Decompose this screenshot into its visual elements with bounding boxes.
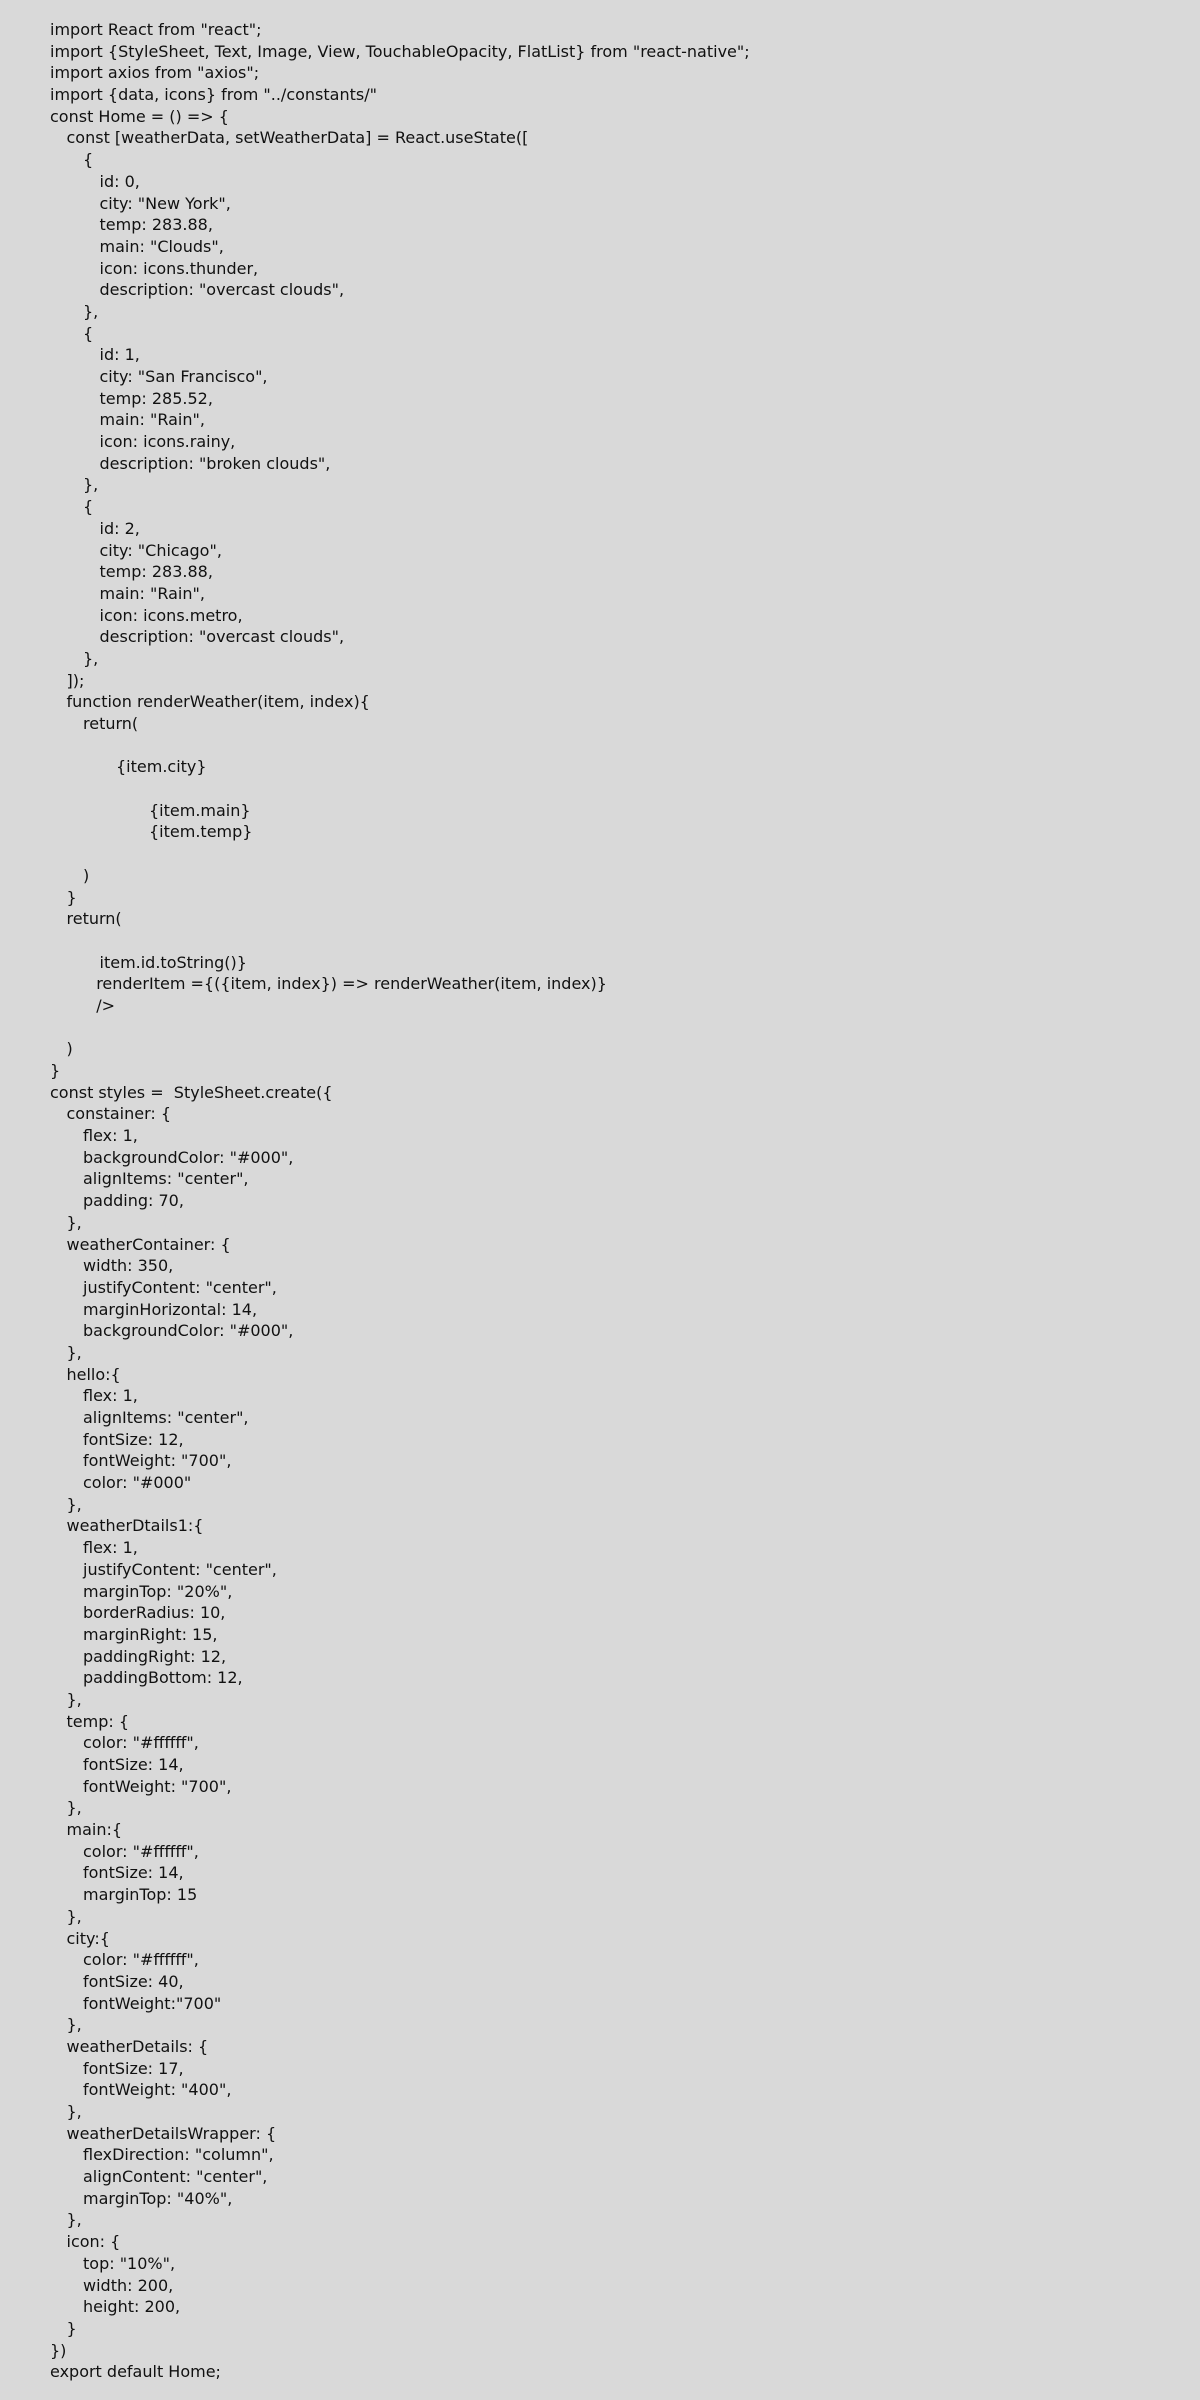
code-line: const [weatherData, setWeatherData] = React.useState([ <box>66 128 529 148</box>
code-line: icon: icons.thunder, <box>99 258 259 278</box>
code-line: }, <box>66 1689 82 1709</box>
code-line: marginTop: 15 <box>83 1885 198 1905</box>
code-line: city: "Chicago", <box>99 540 222 560</box>
code-line: color: "#000" <box>83 1473 192 1493</box>
code-line: description: "overcast clouds", <box>99 627 345 647</box>
code-line: fontSize: 17, <box>83 2058 184 2078</box>
code-line: }, <box>66 2015 82 2035</box>
code-line: flexDirection: "column", <box>83 2145 274 2165</box>
code-line: main: "Rain", <box>99 583 205 603</box>
code-line: id: 2, <box>99 518 140 538</box>
code-line: import {data, icons} from "../constants/" <box>50 85 377 105</box>
code-line: paddingRight: 12, <box>83 1646 227 1666</box>
code-line: main:{ <box>66 1820 123 1840</box>
code-line: hello:{ <box>66 1364 121 1384</box>
code-line: ) <box>83 865 90 885</box>
code-line: flex: 1, <box>83 1126 138 1146</box>
code-line: }, <box>66 1494 82 1514</box>
code-line: weatherDetailsWrapper: { <box>66 2123 277 2143</box>
code-line: justifyContent: "center", <box>83 1559 277 1579</box>
code-line: fontWeight: "700", <box>83 1451 232 1471</box>
code-line: return( <box>83 714 139 733</box>
code-line: paddingBottom: 12, <box>83 1668 243 1688</box>
code-line: fontWeight:"700" <box>83 1993 222 2013</box>
code-line: marginTop: "20%", <box>83 1581 233 1601</box>
code-line: width: 200, <box>83 2275 174 2295</box>
code-line: export default Home; <box>50 2362 221 2382</box>
code-line: marginHorizontal: 14, <box>83 1299 258 1319</box>
code-line <box>0 843 1200 865</box>
code-line: temp: { <box>66 1711 130 1731</box>
code-line: backgroundColor: "#000", <box>83 1147 294 1167</box>
code-line: }, <box>66 1906 82 1926</box>
code-line: }, <box>83 648 99 668</box>
code-line: import React from "react"; <box>50 20 262 39</box>
code-line: fontSize: 14, <box>83 1755 184 1774</box>
code-view <box>0 19 1200 2383</box>
code-line: /> <box>96 995 115 1015</box>
code-line: temp: 283.88, <box>99 215 213 235</box>
code-line: ]); <box>66 670 85 690</box>
code-line: fontSize: 12, <box>83 1429 184 1449</box>
code-line: }, <box>66 2102 82 2121</box>
code-line: return( <box>66 909 122 929</box>
code-line: description: "overcast clouds", <box>99 280 345 300</box>
code-line: justifyContent: "center", <box>83 1277 277 1297</box>
code-line: constainer: { <box>66 1104 172 1124</box>
code-line: function renderWeather(item, index){ <box>66 692 370 712</box>
code-line: icon: { <box>66 2232 121 2252</box>
code-line: }, <box>83 475 99 495</box>
code-line: }, <box>83 301 99 321</box>
code-line: {item.city} <box>116 757 207 777</box>
code-line: fontWeight: "700", <box>83 1776 232 1796</box>
code-line: marginTop: "40%", <box>83 2188 233 2208</box>
code-line: color: "#ffffff", <box>83 1733 199 1753</box>
code-line: height: 200, <box>83 2297 181 2317</box>
code-line: flex: 1, <box>83 1386 138 1406</box>
code-line: weatherContainer: { <box>66 1234 231 1254</box>
code-line: width: 350, <box>83 1256 174 1276</box>
code-line: icon: icons.rainy, <box>99 432 236 452</box>
code-line <box>0 778 1200 800</box>
code-line: flex: 1, <box>83 1538 138 1558</box>
code-line: color: "#ffffff", <box>83 1841 199 1861</box>
code-line: { <box>83 323 94 343</box>
code-line: }, <box>66 1342 82 1362</box>
code-line: alignItems: "center", <box>83 1169 249 1189</box>
code-line: main: "Rain", <box>99 410 205 430</box>
code-line <box>0 735 1200 757</box>
code-line: temp: 283.88, <box>99 562 213 582</box>
code-line: item.id.toString()} <box>99 952 247 972</box>
code-line: } <box>66 2318 77 2338</box>
code-line <box>0 930 1200 952</box>
code-line: } <box>66 887 77 907</box>
code-line: city: "New York", <box>99 193 231 213</box>
code-line: fontSize: 40, <box>83 1971 184 1991</box>
code-line: city:{ <box>66 1928 110 1948</box>
code-line: }, <box>66 2210 82 2230</box>
code-line: }, <box>66 1798 82 1818</box>
code-line: main: "Clouds", <box>99 236 224 256</box>
code-line: city: "San Francisco", <box>99 367 268 386</box>
code-line: fontWeight: "400", <box>83 2080 232 2100</box>
code-line: import axios from "axios"; <box>50 63 260 83</box>
code-line: }, <box>66 1212 82 1232</box>
code-line: }) <box>50 2340 67 2360</box>
code-line: padding: 70, <box>83 1191 184 1211</box>
code-line: alignItems: "center", <box>83 1408 249 1427</box>
code-line: { <box>83 497 94 517</box>
code-line: {item.main} <box>149 800 251 820</box>
code-line: ) <box>66 1039 73 1059</box>
code-line: import {StyleSheet, Text, Image, View, TouchableOpacity, FlatList} from "react-native"; <box>50 41 750 61</box>
code-line: icon: icons.metro, <box>99 605 243 625</box>
code-line: marginRight: 15, <box>83 1624 218 1644</box>
code-line: backgroundColor: "#000", <box>83 1321 294 1341</box>
code-line: color: "#ffffff", <box>83 1950 199 1970</box>
code-line: { <box>83 150 94 170</box>
code-line: const Home = () => { <box>50 106 229 126</box>
code-line: id: 0, <box>99 171 140 191</box>
code-line: top: "10%", <box>83 2253 176 2273</box>
code-line: } <box>50 1061 61 1080</box>
code-line: id: 1, <box>99 345 140 365</box>
code-line: alignContent: "center", <box>83 2167 268 2187</box>
code-line: weatherDtails1:{ <box>66 1516 204 1536</box>
code-line: temp: 285.52, <box>99 388 213 408</box>
code-line: {item.temp} <box>149 822 253 842</box>
code-line: const styles = StyleSheet.create({ <box>50 1082 333 1102</box>
code-line: weatherDetails: { <box>66 2036 209 2056</box>
code-line <box>0 1017 1200 1039</box>
code-line: description: "broken clouds", <box>99 453 331 473</box>
code-line: renderItem ={({item, index}) => renderWeather(item, index)} <box>96 974 607 994</box>
code-line: borderRadius: 10, <box>83 1603 226 1623</box>
code-line: fontSize: 14, <box>83 1863 184 1883</box>
